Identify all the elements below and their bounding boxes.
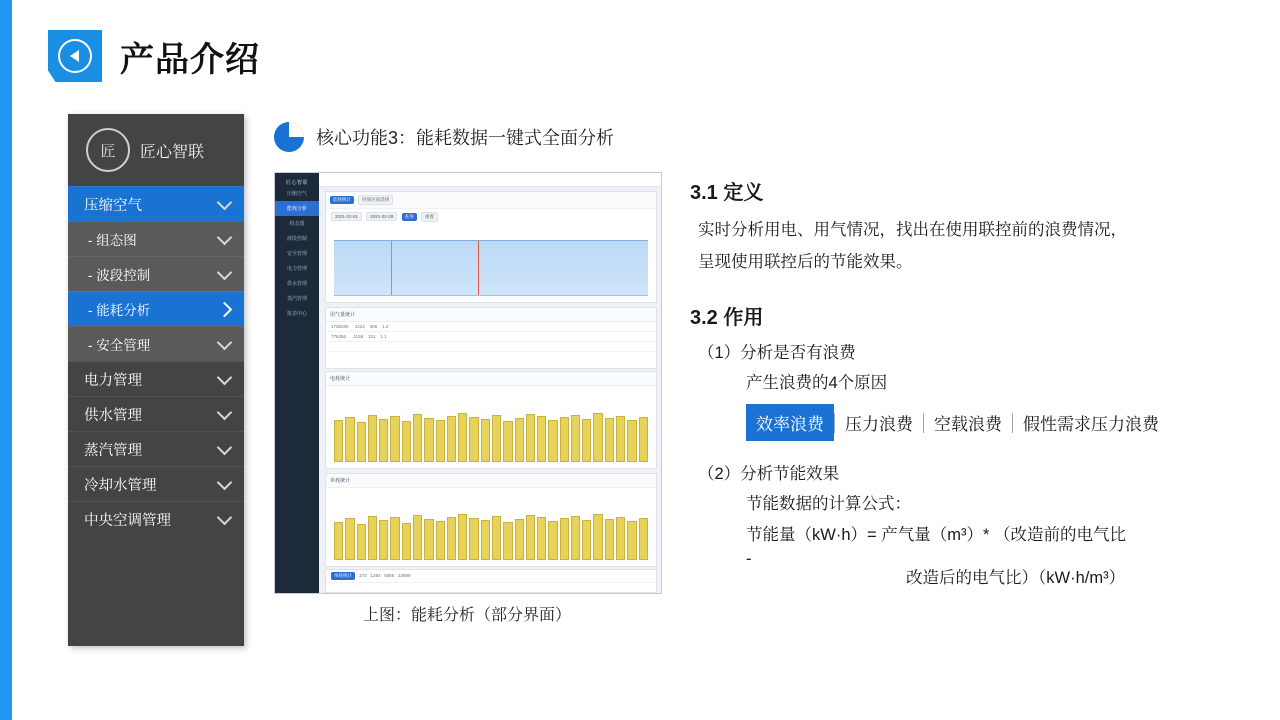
sidebar-item-safety-management[interactable]	[68, 326, 244, 361]
screenshot-area-chart	[334, 240, 648, 296]
sidebar-item-configuration-diagram[interactable]	[68, 221, 244, 256]
sidebar-item-water-supply[interactable]	[68, 396, 244, 431]
play-triangle-icon	[48, 30, 102, 82]
screenshot-filter-chip: 2021-02-01	[331, 212, 362, 221]
section-heading	[274, 122, 614, 152]
page-title: 产品介绍	[120, 40, 260, 79]
nav-logo	[68, 114, 244, 186]
sidebar-item-label: - 波段控制	[88, 268, 151, 283]
screenshot-card-title: 单耗统计	[326, 474, 656, 488]
screenshot-card-bars-1	[325, 371, 657, 469]
formula-line-1: 节能量（kW·h）= 产气量（m³）* （改造前的电气比	[746, 526, 1126, 544]
definition-line-2: 呈现使用联控后的节能效果。	[698, 253, 913, 271]
pie-chart-icon	[274, 122, 304, 152]
chevron-down-icon	[217, 439, 233, 455]
chevron-down-icon	[217, 194, 233, 210]
screenshot-card-title: 电耗统计	[326, 372, 656, 386]
content-column	[690, 176, 1250, 589]
sidebar-item-label: 蒸汽管理	[84, 442, 142, 459]
chevron-down-icon	[217, 404, 233, 420]
sidebar-item-band-control[interactable]	[68, 256, 244, 291]
section-heading-text: 核心功能3：能耗数据一键式全面分析	[316, 128, 615, 148]
chevron-down-icon	[217, 264, 233, 280]
screenshot-data-row: 1705266 1224 366 1.2	[326, 322, 656, 332]
sidebar-item-label: - 安全管理	[88, 338, 151, 353]
screenshot-filter-row	[326, 209, 656, 225]
chip-pressure-waste[interactable]: 压力浪费	[845, 415, 913, 434]
screenshot-query-button[interactable]: 查询	[402, 213, 417, 221]
sidebar-item-cooling-water[interactable]	[68, 466, 244, 501]
sidebar-item-label: - 组态图	[88, 233, 137, 248]
screenshot-bar-chart	[334, 404, 648, 462]
chip-idle-waste[interactable]: 空载浪费	[934, 415, 1002, 434]
app-screenshot	[274, 172, 662, 594]
sidebar-item-label: 供水管理	[84, 407, 142, 424]
chevron-right-icon	[217, 301, 233, 317]
screenshot-card-title: 用气量统计	[326, 308, 656, 322]
screenshot-sidebar	[275, 173, 319, 593]
chevron-down-icon	[217, 229, 233, 245]
brand-logo-icon: 匠	[86, 128, 130, 172]
screenshot-card-footer	[325, 569, 657, 593]
usage-item-2: （2）分析节能效果	[698, 465, 840, 483]
sidebar-item-steam-management[interactable]	[68, 431, 244, 466]
usage-item-1-sub: 产生浪费的4个原因	[746, 374, 888, 392]
usage-title: 3.2 作用	[690, 307, 764, 329]
screenshot-tag: 能耗统计	[330, 196, 354, 204]
screenshot-card-bars-2	[325, 473, 657, 567]
screenshot-nav-item: 能耗分析	[275, 201, 319, 216]
page-header	[48, 30, 260, 82]
waste-reason-chips	[746, 404, 1250, 441]
sidebar-item-label: 冷却水管理	[84, 477, 157, 494]
screenshot-data-row: 单耗统计 272 1284 5866 23889	[326, 570, 656, 583]
left-accent-bar	[0, 0, 12, 720]
usage-item-1: （1）分析是否有浪费	[698, 344, 856, 362]
screenshot-bar-chart	[334, 506, 648, 560]
screenshot-card-stats	[325, 307, 657, 369]
screenshot-card-title	[326, 192, 656, 209]
screenshot-data-row	[326, 342, 656, 352]
chevron-down-icon	[217, 474, 233, 490]
formula-line-2: -	[746, 550, 752, 568]
screenshot-nav-item: 压缩空气	[286, 191, 307, 197]
sidebar-item-label: 中央空调管理	[84, 512, 171, 529]
sidebar-item-label: - 能耗分析	[88, 303, 151, 318]
screenshot-tag: 时间区间选择	[358, 195, 393, 205]
figure-caption: 上图：能耗分析（部分界面）	[362, 607, 571, 624]
chip-false-demand-waste[interactable]: 假性需求压力浪费	[1023, 415, 1159, 434]
chevron-down-icon	[217, 509, 233, 525]
screenshot-data-row: 778356 1156 311 1.1	[326, 332, 656, 342]
brand-name: 匠心智联	[140, 143, 205, 161]
chevron-down-icon	[217, 369, 233, 385]
product-nav-panel	[68, 114, 244, 646]
screenshot-topbar	[319, 173, 661, 187]
screenshot-nav-item: 蒸汽管理	[286, 296, 307, 302]
screenshot-nav-item: 电力管理	[286, 266, 307, 272]
chip-efficiency-waste[interactable]: 效率浪费	[746, 404, 834, 441]
screenshot-reset-button[interactable]: 重置	[421, 212, 438, 222]
screenshot-nav-item: 波段控制	[286, 236, 307, 242]
screenshot-filter-chip: 2021-02-28	[366, 212, 397, 221]
screenshot-card-trend	[325, 191, 657, 303]
chevron-down-icon	[217, 334, 233, 350]
sidebar-item-label: 电力管理	[84, 372, 142, 389]
sidebar-item-label: 压缩空气	[84, 197, 142, 214]
definition-line-1: 实时分析用电、用气情况，找出在使用联控前的浪费情况，	[698, 221, 1127, 239]
sidebar-item-energy-analysis[interactable]	[68, 291, 244, 326]
sidebar-item-compressed-air[interactable]	[68, 186, 244, 221]
screenshot-tag: 单耗统计	[331, 572, 355, 580]
definition-title: 3.1 定义	[690, 182, 764, 204]
screenshot-nav-item: 报表中心	[286, 311, 307, 317]
formula-line-3: 改造后的电气比）（kW·h/m³）	[906, 569, 1126, 587]
usage-item-2-sub: 节能数据的计算公式：	[746, 495, 911, 513]
screenshot-nav-item: 安全管理	[286, 251, 307, 257]
screenshot-brand: 匠心智联	[285, 180, 308, 186]
screenshot-nav-item: 组态图	[289, 221, 305, 227]
sidebar-item-power-management[interactable]	[68, 361, 244, 396]
screenshot-nav-item: 供水管理	[286, 281, 307, 287]
sidebar-item-hvac-management[interactable]	[68, 501, 244, 536]
